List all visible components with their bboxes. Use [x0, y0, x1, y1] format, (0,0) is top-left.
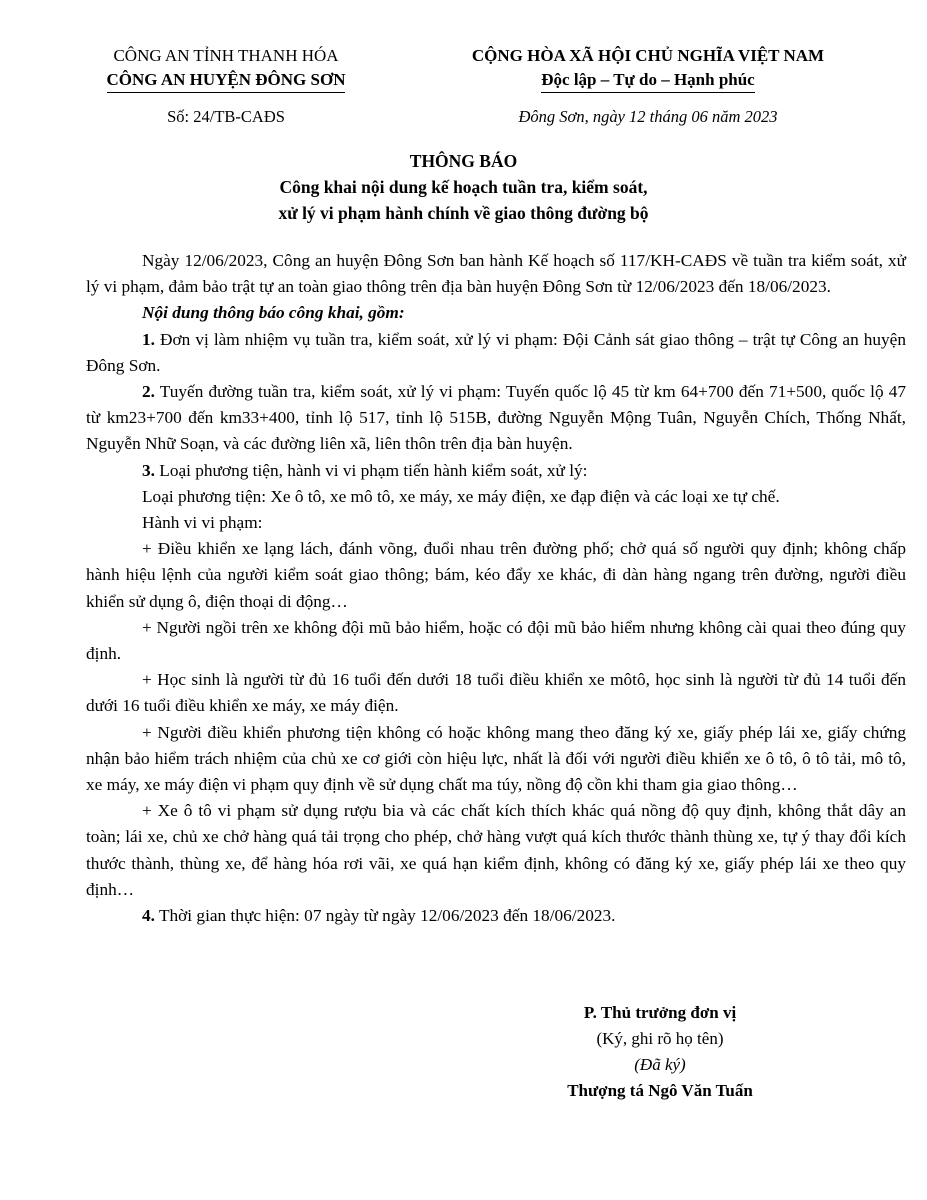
- item-1: [86, 327, 906, 379]
- national-motto: Độc lập – Tự do – Hạnh phúc: [541, 68, 754, 92]
- item-4-number: 4.: [142, 906, 155, 926]
- violation-3: + Học sinh là người từ đủ 16 tuổi đến dưới 18 tuổi điều khiển xe môtô, học sinh là người từ đủ 14 tuổi đến dưới 16 tuổi điều khiển xe máy, xe máy điện.: [86, 670, 906, 716]
- place-date: Đông Sơn, ngày 12 tháng 06 năm 2023: [518, 107, 778, 126]
- item-2-number: 2.: [142, 382, 155, 402]
- signed-note: (Đã ký): [634, 1055, 686, 1074]
- signer-role: P. Thủ trưởng đơn vị: [583, 1003, 737, 1022]
- signature-block: [510, 1000, 810, 1104]
- item-4: [86, 903, 906, 929]
- national-header-block: [388, 44, 908, 129]
- agency-name: CÔNG AN HUYỆN ĐÔNG SƠN: [107, 68, 346, 92]
- document-title-block: [0, 148, 927, 226]
- document-type: THÔNG BÁO: [409, 151, 518, 171]
- item-2: [86, 379, 906, 458]
- parent-agency: CÔNG AN TỈNH THANH HÓA: [113, 46, 339, 65]
- violations-heading: Hành vi vi phạm:: [142, 513, 263, 533]
- document-number: Số: 24/TB-CAĐS: [167, 107, 285, 126]
- item-1-number: 1.: [142, 329, 155, 349]
- document-subject-line-2: xử lý vi phạm hành chính về giao thông đường bộ: [278, 203, 649, 223]
- item-3-number: 3.: [142, 460, 155, 480]
- document-subject-line-1: Công khai nội dung kế hoạch tuần tra, kiểm soát,: [279, 177, 648, 197]
- violation-4: + Người điều khiển phương tiện không có hoặc không mang theo đăng ký xe, giấy phép lái xe, giấy chứng nhận bảo hiểm trách nhiệm của chủ xe cơ giới còn hiệu lực, nhất là đối với người điều khiển xe ô tô, ô tô tải, mô tô, xe máy, xe máy điện vi phạm quy định về sử dụng chất ma túy, nồng độ cồn khi tham gia giao thông…: [86, 722, 906, 795]
- violation-5: + Xe ô tô vi phạm sử dụng rượu bia và các chất kích thích khác quá nồng độ quy định, không thắt dây an toàn; lái xe, chủ xe chở hàng quá tải trọng cho phép, chở hàng vượt quá kích thước thành thùng xe, tự ý thay đổi kích thước thành, thùng xe, để hàng hóa rơi vãi, xe quá hạn kiểm định, không có đăng ký xe, giấy phép lái xe theo quy định…: [86, 801, 906, 899]
- issuing-agency-block: [56, 44, 396, 129]
- document-body: [86, 248, 906, 929]
- item-2-text: Tuyến đường tuần tra, kiểm soát, xử lý vi phạm: Tuyến quốc lộ 45 từ km 64+700 đến 71+500, quốc lộ 47 từ km23+700 đến km33+400, tỉnh lộ 517, tỉnh lộ 515B, đường Nguyễn Mộng Tuân, Nguyễn Chích, Thống Nhất, Nguyễn Nhữ Soạn, và các đường liên xã, liên thôn trên địa bàn huyện.: [86, 382, 906, 454]
- intro-paragraph: Ngày 12/06/2023, Công an huyện Đông Sơn ban hành Kế hoạch số 117/KH-CAĐS về tuần tra kiểm soát, xử lý vi phạm, đảm bảo trật tự an toàn giao thông trên địa bàn huyện Đông Sơn từ 12/06/2023 đến 18/06/2023.: [86, 251, 906, 297]
- item-4-text: Thời gian thực hiện: 07 ngày từ ngày 12/06/2023 đến 18/06/2023.: [154, 906, 616, 926]
- violation-2: + Người ngồi trên xe không đội mũ bảo hiểm, hoặc có đội mũ bảo hiểm nhưng không cài quai theo đúng quy định.: [86, 617, 906, 664]
- content-heading: Nội dung thông báo công khai, gồm:: [142, 303, 405, 323]
- item-3: [86, 458, 906, 484]
- item-3-text: Loại phương tiện, hành vi vi phạm tiến hành kiểm soát, xử lý:: [154, 460, 588, 480]
- item-1-text: Đơn vị làm nhiệm vụ tuần tra, kiểm soát, xử lý vi phạm: Đội Cảnh sát giao thông – trật tự Công an huyện Đông Sơn.: [86, 329, 906, 375]
- vehicle-types: Loại phương tiện: Xe ô tô, xe mô tô, xe máy, xe máy điện, xe đạp điện và các loại xe tự chế.: [142, 486, 780, 506]
- signature-instruction: (Ký, ghi rõ họ tên): [596, 1029, 724, 1048]
- violation-1: + Điều khiển xe lạng lách, đánh võng, đuổi nhau trên đường phố; chở quá số người quy định; không chấp hành hiệu lệnh của người kiểm soát giao thông; bám, kéo đẩy xe khác, đi dàn hàng ngang trên đường, người điều khiển sử dụng ô, điện thoại di động…: [86, 539, 906, 611]
- signer-name: Thượng tá Ngô Văn Tuấn: [567, 1081, 753, 1100]
- nation-name: CỘNG HÒA XÃ HỘI CHỦ NGHĨA VIỆT NAM: [471, 46, 825, 65]
